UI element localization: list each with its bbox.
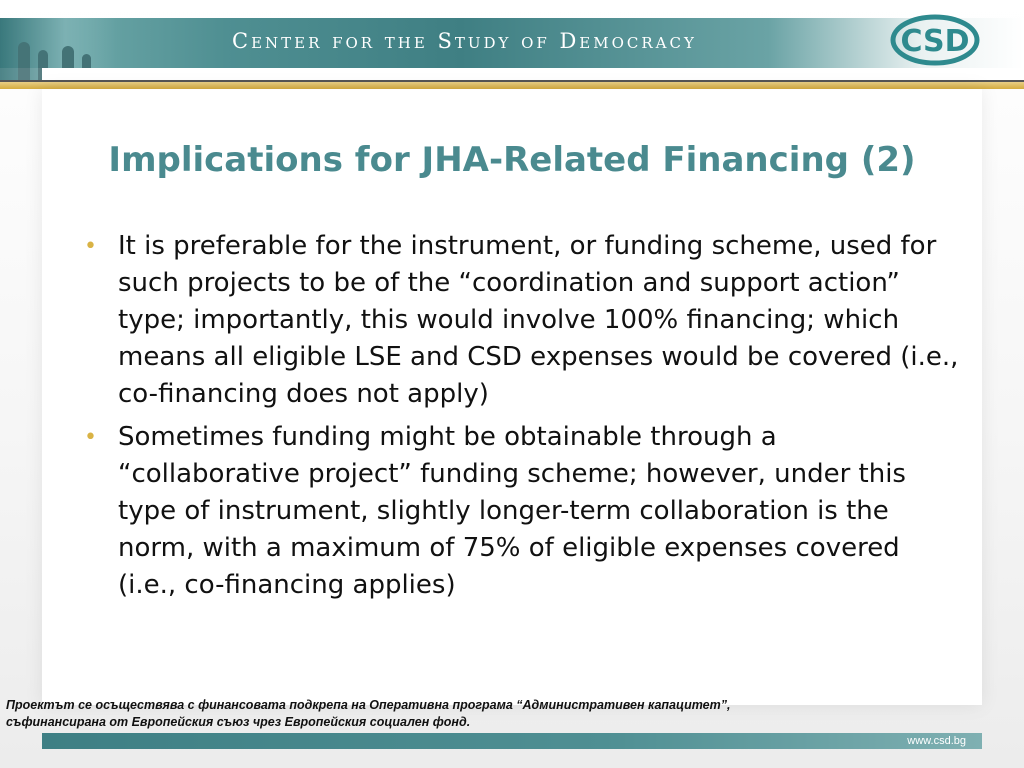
photo-figure (18, 42, 30, 80)
funding-note-line: съфинансирана от Европейския съюз чрез Европейския социален фонд. (6, 715, 471, 729)
funding-note-line: Проектът се осъществява с финансовата подкрепа на Оперативна програма “Административен капацитет”, (6, 698, 731, 712)
header-strip (42, 68, 1024, 80)
bullet-text: Sometimes funding might be obtainable through a “collaborative project” funding scheme; however, under this type of instrument, slightly longer-term collaboration is the norm, with a maximum of 75% of eligible expenses covered (i.e., co-financing applies) (118, 422, 906, 600)
list-item (82, 228, 962, 413)
organization-name: Center for the Study of Democracy (232, 29, 697, 53)
bullet-text: It is preferable for the instrument, or funding scheme, used for such projects to be of the “coordination and support action” type; importantly, this would involve 100% financing; which means all eligible LSE and CSD expenses would be covered (i.e., co-financing does not apply) (118, 231, 959, 409)
bullet-list (82, 228, 962, 610)
csd-logo (890, 14, 980, 66)
logo-text: CSD (900, 24, 970, 59)
website-link[interactable]: www.csd.bg (907, 735, 966, 747)
bullet-icon: • (84, 234, 97, 259)
funding-note (6, 697, 906, 731)
list-item (82, 419, 962, 604)
footer-bar (42, 733, 982, 749)
slide-title: Implications for JHA-Related Financing (2) (108, 140, 916, 180)
header-gold-rule (0, 82, 1024, 89)
bullet-icon: • (84, 425, 97, 450)
